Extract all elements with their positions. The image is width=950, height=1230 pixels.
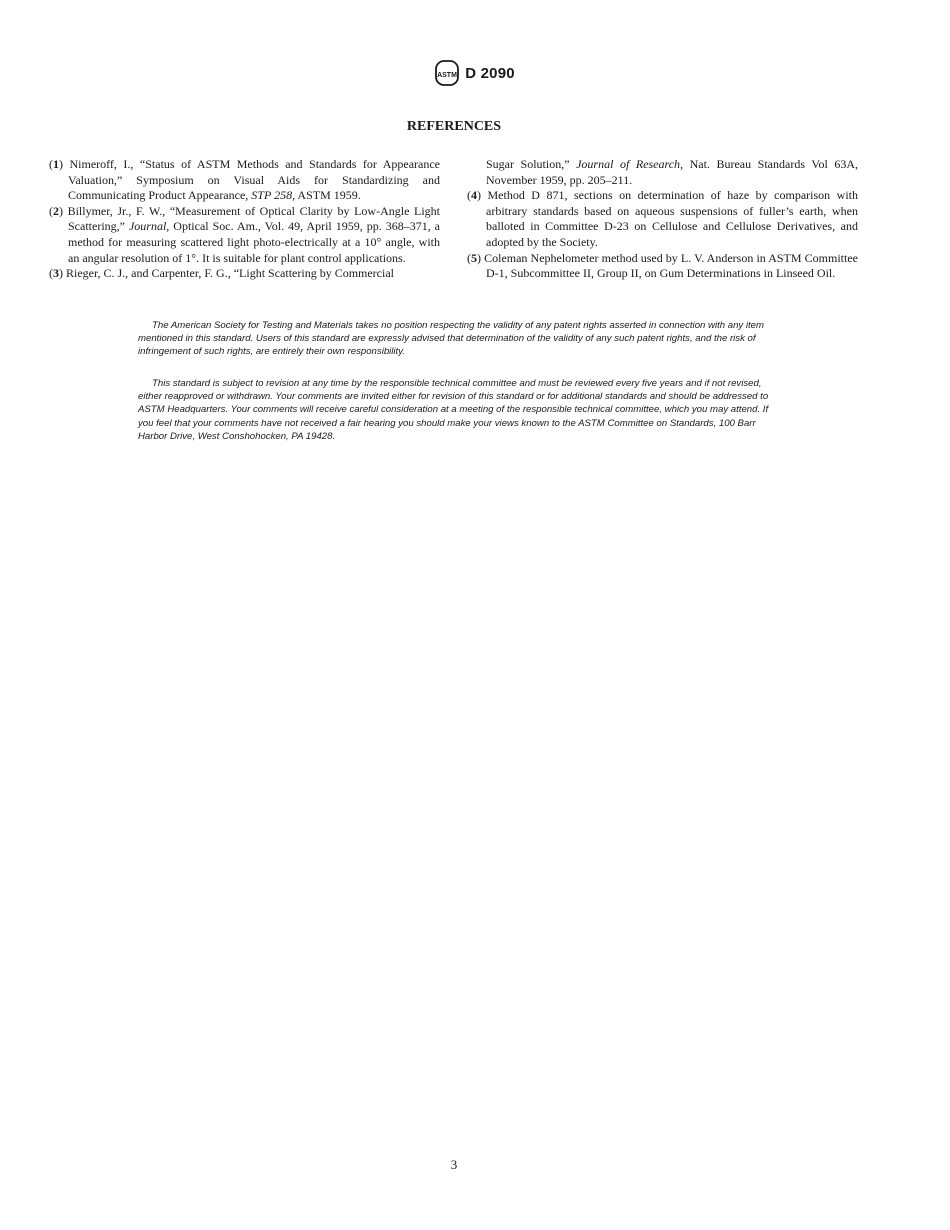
reference-number: 1: [53, 157, 59, 171]
patent-notice: The American Society for Testing and Materials takes no position respecting the validity of any patent rights asserted in connection with any item mentioned in this standard. Users of this standard are expressly advised that determination of the validity of any such patent rights, and the risk of infringement of such rights, are entirely their own responsibility.: [138, 320, 765, 358]
page-number: 3: [450, 1157, 458, 1172]
revision-notice: This standard is subject to revision at any time by the responsible technical committee and must be reviewed every five years and if not revised, either reapproved or withdrawn. Your comments are invited either for revision of this standard or for additional standards and should be addressed to ASTM Headquarters. Your comments will receive careful consideration at a meeting of the responsible technical committee, which you may attend. If you feel that your comments have not received a fair hearing you should make your views known to the ASTM Committee on Standards, 100 Barr Harbor Drive, West Conshohocken, PA 19428.: [138, 378, 769, 442]
astm-logo-icon: [435, 60, 459, 86]
document-header: [0, 60, 950, 86]
references-heading: REFERENCES: [406, 119, 502, 134]
reference-item: (1) Nimeroff, I., “Status of ASTM Methods and Standards for Appearance Valuation,” Symposium on Visual Aids for Standardizing and Communicating Product Appearance, STP 258, ASTM 1959.: [49, 157, 440, 203]
reference-number: 4: [471, 188, 477, 203]
standard-designation: D 2090: [465, 64, 515, 82]
reference-item: (2) Billymer, Jr., F. W., “Measurement of Optical Clarity by Low-Angle Light Scattering,” Journal, Optical Soc. Am., Vol. 49, April 1959, pp. 368–371, a method for measuring scattered light photo-electrically at a 10° angle, with an angular resolution of 1°. It is suitable for plant control applications.: [49, 203, 441, 265]
reference-item: (5) Coleman Nephelometer method used by L. V. Anderson in ASTM Committee D-1, Subcommittee II, Group II, on Gum Determinations in Linseed Oil.: [467, 250, 858, 281]
reference-number: 3: [53, 266, 59, 281]
references-column-left: [49, 157, 440, 282]
references-column-right: [467, 157, 858, 282]
astm-logo-text: ASTM: [437, 72, 458, 79]
reference-item: (4) Method D 871, sections on determination of haze by comparison with arbitrary standards based on aqueous suspensions of fuller’s earth, when balloted in Committee D-23 on Cellulose and Cellulose Derivatives, and adopted by the Society.: [467, 188, 858, 249]
reference-item: (3) Rieger, C. J., and Carpenter, F. G., “Light Scattering by Commercial: [49, 266, 395, 281]
reference-number: 2: [53, 203, 59, 218]
reference-number: 5: [471, 250, 477, 265]
reference-item-continued: Sugar Solution,” Journal of Research, Nat. Bureau Standards Vol 63A, November 1959, pp. 205–211.: [486, 157, 858, 187]
